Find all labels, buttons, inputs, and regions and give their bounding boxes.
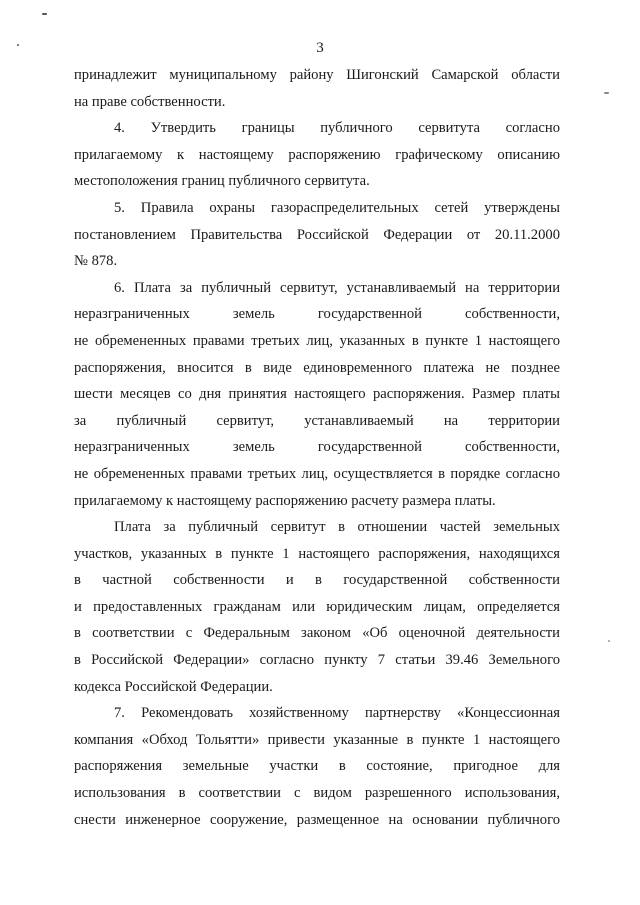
text-line: 6. Плата за публичный сервитут, устанавливаемый на территории	[114, 279, 560, 296]
text-line: в Российской Федерации» согласно пункту 7 статьи 39.46 Земельного	[74, 652, 560, 669]
text-line: участков, указанных в пункте 1 настоящего распоряжения, находящихся	[74, 545, 560, 562]
text-line: за публичный сервитут, устанавливаемый на территории	[74, 412, 560, 429]
document-body	[74, 62, 560, 833]
text-line: № 878.	[74, 253, 118, 270]
paragraph-fee-parts	[74, 514, 560, 700]
text-line: распоряжения, вносится в виде единовременного платежа не позднее	[74, 359, 560, 376]
text-line: распоряжения земельные участки в состояние, пригодное для	[74, 758, 560, 775]
paragraph-item-6	[74, 275, 560, 514]
text-line: на праве собственности.	[74, 93, 226, 110]
text-line: не обремененных правами третьих лиц, указанных в пункте 1 настоящего	[74, 332, 560, 349]
text-line: Плата за публичный сервитут в отношении частей земельных	[114, 519, 560, 536]
text-line: кодекса Российской Федерации.	[74, 678, 273, 695]
text-line: 7. Рекомендовать хозяйственному партнерству «Концессионная	[114, 705, 560, 722]
text-line: не обремененных правами третьих лиц, осуществляется в порядке согласно	[74, 465, 560, 482]
scan-speck	[608, 640, 610, 642]
text-line: постановлением Правительства Российской Федерации от 20.11.2000	[74, 226, 560, 243]
text-line: в соответствии с Федеральным законом «Об оценочной деятельности	[74, 625, 560, 642]
text-line: прилагаемому к настоящему распоряжению графическому описанию	[74, 146, 560, 163]
scan-speck	[604, 92, 609, 94]
text-line: снести инженерное сооружение, размещенное на основании публичного	[74, 811, 560, 828]
text-line: компания «Обход Тольятти» привести указанные в пункте 1 настоящего	[74, 731, 560, 748]
page-number: 3	[316, 40, 324, 56]
text-line: 5. Правила охраны газораспределительных сетей утверждены	[114, 199, 560, 216]
text-line: местоположения границ публичного сервитута.	[74, 173, 370, 190]
text-line: шести месяцев со дня принятия настоящего распоряжения. Размер платы	[74, 386, 560, 403]
text-line: и предоставленных гражданам или юридическим лицам, определяется	[74, 598, 560, 615]
text-line: неразграниченных земель государственной собственности,	[74, 306, 560, 323]
paragraph-item-4	[74, 115, 560, 195]
text-line: неразграниченных земель государственной собственности,	[74, 439, 560, 456]
paragraph-item-7	[74, 700, 560, 833]
text-line: принадлежит муниципальному району Шигонский Самарской области	[74, 67, 560, 83]
text-line: 4. Утвердить границы публичного сервитута согласно	[114, 120, 560, 137]
text-line: в частной собственности и в государственной собственности	[74, 572, 560, 589]
text-line: прилагаемому к настоящему распоряжению расчету размера платы.	[74, 492, 496, 509]
paragraph-item-5	[74, 195, 560, 275]
paragraph-continuation	[74, 62, 560, 115]
scan-speck	[42, 13, 47, 15]
text-line: использования в соответствии с видом разрешенного использования,	[74, 785, 560, 802]
